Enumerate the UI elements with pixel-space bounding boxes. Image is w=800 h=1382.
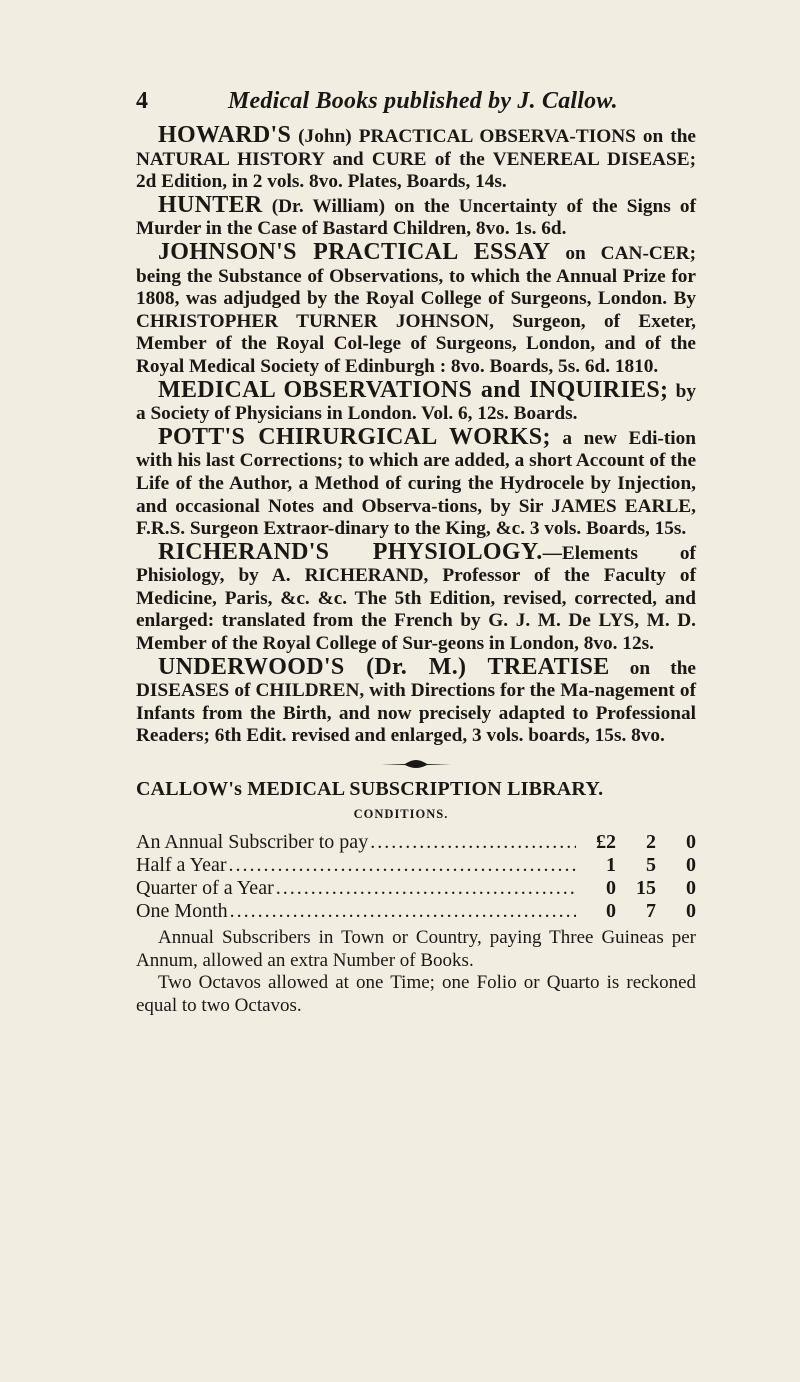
price-row [136,877,696,900]
conditions-heading: CONDITIONS. [353,806,449,821]
price-shillings: 15 [636,877,656,900]
entry-lead: HUNTER [158,191,263,218]
price-label: Half a Year [136,854,227,877]
price-pounds: 0 [606,900,616,923]
divider-ornament [136,760,696,768]
price-row [136,900,696,923]
entry-text: —Elements of Phisiology, by A. RICHERAND, Professor of the Faculty of Medicine, Paris, &c. &c. The 5th Edition, revised, corrected, and enlarged: translated from the French by G. J. M. De LYS, M. D. Member of the Royal College of Sur-geons in London, 8vo. 12s. [136,542,696,655]
subscription-notes [136,927,696,1017]
price-label: Quarter of a Year [136,877,274,900]
leader-dots [229,854,576,877]
price-shillings: 5 [646,854,656,877]
running-title: Medical Books published by J. Callow. [228,88,618,114]
price-row [136,854,696,877]
entry-lead: POTT'S CHIRURGICAL WORKS; [158,423,551,450]
book-entry-hunter [136,191,696,241]
price-shillings: 7 [646,900,656,923]
entry-text: on CAN-CER; being the Substance of Observations, to which the Annual Prize for 1808, was adjudged by the Royal College of Surgeons, London. By CHRISTOPHER TURNER JOHNSON, Surgeon, of Exeter, Member of the Royal Col-lege of Surgeons, London, and of the Royal Medical Society of Edinburgh : 8vo. Boards, 5s. 6d. 1810. [136,242,696,377]
price-pence: 0 [686,900,696,923]
book-entry-pott [136,423,696,541]
price-pence: 0 [686,877,696,900]
price-table [136,831,696,923]
price-pounds: 1 [606,854,616,877]
page-content [136,124,696,1018]
book-entry-howard [136,124,696,194]
entry-text: on the DISEASES of CHILDREN, with Directions for the Ma-nagement of Infants from the Birth, and now precisely adapted to Professional Readers; 6th Edit. revised and enlarged, 3 vols. boards, 15s. 8vo. [136,657,696,747]
leader-dots [230,900,576,923]
leader-dots [276,877,576,900]
leader-dots [370,831,576,854]
entry-lead: RICHERAND'S PHYSIOLOGY. [158,538,543,565]
price-pounds: £2 [596,831,616,854]
book-entry-underwood [136,653,696,748]
book-entry-medical-observations [136,376,696,426]
entry-lead: MEDICAL OBSERVATIONS and INQUIRIES; [158,376,669,403]
book-entry-richerand [136,538,696,656]
entry-lead: JOHNSON'S PRACTICAL ESSAY [158,238,551,265]
entry-lead: UNDERWOOD'S (Dr. M.) TREATISE [158,653,610,680]
price-label: One Month [136,900,228,923]
entry-text: a new Edi-tion with his last Corrections; to which are added, a short Account of the Life of the Author, a Method of curing the Hydrocele by Injection, and occasional Notes and Observa-tions, by Sir JAMES EARLE, F.R.S. Surgeon Extraor-dinary to the King, &c. 3 vols. Boards, 15s. [136,427,696,540]
entry-text: by a Society of Physicians in London. Vol. 6, 12s. Boards. [136,380,696,425]
note-paragraph: Two Octavos allowed at one Time; one Folio or Quarto is reckoned equal to two Octavos. [136,972,696,1016]
price-label: An Annual Subscriber to pay [136,831,369,854]
price-shillings: 2 [646,831,656,854]
price-row [136,831,696,854]
book-entry-johnson [136,238,696,379]
price-pounds: 0 [606,877,616,900]
entry-text: (John) PRACTICAL OBSERVA-TIONS on the NATURAL HISTORY and CURE of the VENEREAL DISEASE; 2d Edition, in 2 vols. 8vo. Plates, Boards, 14s. [136,126,696,193]
page-number: 4 [136,88,148,114]
note-paragraph: Annual Subscribers in Town or Country, paying Three Guineas per Annum, allowed an extra Number of Books. [136,927,696,971]
entry-lead: HOWARD'S [158,122,292,148]
price-pence: 0 [686,854,696,877]
entry-text: (Dr. William) on the Uncertainty of the Signs of Murder in the Case of Bastard Children, 8vo. 1s. 6d. [136,195,696,240]
price-pence: 0 [686,831,696,854]
library-title: CALLOW's MEDICAL SUBSCRIPTION LIBRARY. [136,778,604,801]
